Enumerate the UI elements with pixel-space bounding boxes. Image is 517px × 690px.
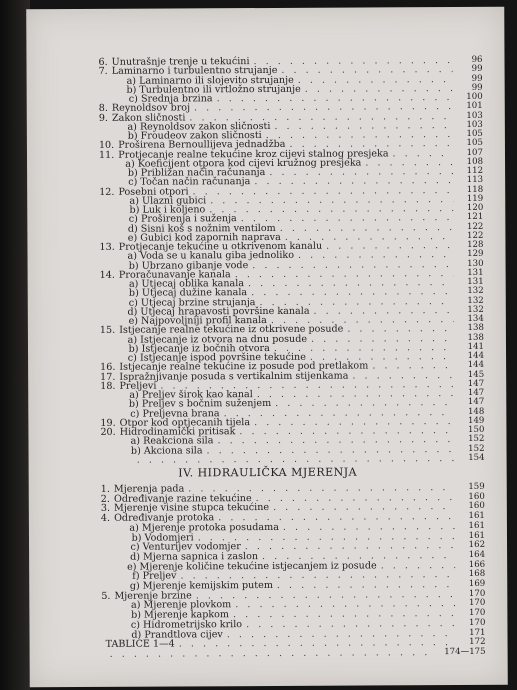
toc-entry-page: 166	[468, 559, 486, 570]
toc-entry-title: e) Najpovoljniji profil kanala	[128, 315, 267, 327]
toc-entry-title: c) Proširenja i suženja	[128, 213, 237, 225]
toc-entry-title: b) Vodomjeri	[131, 531, 194, 544]
toc-leader-dots	[110, 647, 434, 660]
toc-entry-page: 132	[467, 304, 484, 315]
section-title: IV. HIDRAULIČKA MJERENJA	[178, 465, 358, 480]
toc-entry-title: a) Mjerenje protoka posudama	[129, 521, 279, 534]
toc-entry-title: Proširena Bernoullijeva jednadžba	[118, 139, 286, 152]
toc-entry-page: 170	[468, 598, 486, 609]
toc-entry-title: Mjerenja pada	[113, 483, 185, 495]
toc-entry-page: 164	[468, 549, 486, 560]
toc-entry-page: 130	[467, 258, 484, 269]
toc-entry-title: Posebni otpori	[118, 185, 189, 198]
toc-entry-title: a) Voda se u kanalu giba jednoliko	[127, 250, 295, 262]
toc-entry-number: 16.	[100, 362, 116, 374]
toc-entry-title: Preljevi	[119, 380, 157, 392]
toc-entry-page: 112	[466, 165, 484, 176]
toc-entry-number: 12.	[99, 186, 115, 198]
toc-entry-title: b) Luk i koljeno	[129, 204, 206, 216]
toc-entry-page: 134	[467, 313, 484, 324]
toc-entry-title: a) Ulazni gubici	[129, 195, 207, 207]
toc-entry-title: c) Srednja brzina	[128, 93, 213, 105]
toc-entry-page: 162	[468, 540, 486, 551]
toc-entry-title: c) Utjecaj brzine strujanja	[128, 296, 256, 309]
toc-entry-page: 96	[471, 54, 483, 65]
toc-entry-title: a) Preljev širok kao kanal	[129, 389, 253, 401]
toc-entry-page: 152	[468, 434, 485, 445]
toc-entry-title: d) Utjecaj hrapavosti površine kanala	[127, 305, 310, 318]
toc-entry-title: b) Turbulentno ili vrtložno strujanje	[126, 83, 301, 96]
toc-entry-page: 120	[466, 202, 484, 213]
toc-entry-page: 147	[467, 378, 485, 389]
toc-entry-page: 144	[467, 350, 485, 361]
toc-entry-title: a) Mjerenje plovkom	[130, 599, 232, 612]
toc-entry-page: 161	[468, 520, 485, 531]
toc-entry-title: b) Približan način računanja	[127, 167, 266, 179]
toc-entry-page: 141	[467, 341, 485, 352]
toc-entry-title: Otpor kod optjecanih tijela	[119, 416, 251, 429]
toc-entry-page: 168	[468, 569, 486, 580]
toc-entry-number	[101, 455, 109, 466]
toc-entry-page: 160	[468, 501, 485, 512]
toc-entry-title	[113, 454, 133, 465]
toc-leader-dots	[137, 453, 455, 466]
toc-entry-number: 4.	[100, 512, 111, 524]
toc-entry-page: 145	[467, 369, 485, 380]
toc-entry-title: Hidrodinamički pritisak	[119, 426, 236, 438]
toc-entry-number: 13.	[99, 241, 115, 253]
toc-entry-title: a) Utjecaj oblika kanala	[128, 278, 245, 290]
toc-entry-title: Određivanje razine tekućine	[113, 492, 252, 505]
toc-entry-number: 14.	[99, 269, 115, 281]
toc-entry-number: 20.	[100, 426, 116, 438]
toc-entry-page: 138	[467, 332, 484, 343]
toc-entry-page: 132	[467, 295, 484, 306]
toc-entry-page: 170	[468, 607, 486, 619]
toc-entry-page: 144	[467, 360, 485, 371]
toc-entry-title: c) Venturijev vodomjer	[130, 541, 241, 553]
toc-entry-title: c) Istjecanje ispod površine tekućine	[127, 351, 306, 364]
toc-entry-number: 2.	[100, 493, 110, 505]
toc-entry-title: Laminarno i turbulentno strujanje	[111, 65, 278, 78]
toc-entry-page: 132	[467, 286, 484, 297]
toc-entry-page: 118	[466, 184, 484, 195]
toc-entry-page: 108	[466, 156, 484, 167]
toc-entry-title: a) Reakciona sila	[130, 435, 214, 447]
toc-entry-title: e) Mjerenje količine tekućine istjecanjem iz posude	[127, 560, 377, 573]
toc-entry-number: 3.	[100, 503, 111, 515]
toc-entry-page: 122	[466, 230, 484, 241]
toc-entry-page: 159	[468, 481, 485, 492]
toc-entry	[102, 647, 486, 660]
toc-entry-title: Ispražnjivanje posuda s vertikalnim stijenkama	[119, 370, 349, 383]
toc-entry-page: 101	[466, 101, 483, 112]
toc-entry-page: 103	[466, 110, 483, 121]
book-spine-shadow	[0, 0, 30, 690]
toc-entry-page: 172	[469, 637, 486, 648]
toc-entry-page: 154	[468, 452, 485, 463]
toc-entry-page: 107	[466, 147, 484, 158]
toc-entry-page: 105	[466, 138, 483, 149]
toc-entry-title: Unutrašnje trenje u tekućini	[111, 56, 250, 68]
toc-entry-page: 148	[467, 406, 485, 417]
toc-entry-page: 170	[469, 617, 486, 628]
toc-entry-number: 1.	[100, 483, 110, 495]
toc-entry-page: 171	[469, 627, 486, 638]
toc-entry-page: 161	[468, 510, 485, 522]
toc-entry-page: 113	[466, 175, 484, 186]
toc-entry-page: 149	[467, 415, 485, 426]
toc-entry-number: 15.	[99, 325, 116, 337]
toc-entry-title: Mjerenje visine stupca tekućine	[113, 502, 270, 515]
toc-entry-page: 128	[467, 239, 484, 250]
toc-entry-page: 161	[468, 530, 486, 541]
toc-entry-title: Istjecanje realne tekućine iz otkrivene posude	[119, 323, 344, 337]
toc-entry-title: Zakon sličnosti	[111, 111, 186, 124]
toc-entry-title: a) Koeficijent otpora kod cijevi kružnog presjeka	[125, 157, 362, 170]
toc-entry-page: 147	[467, 387, 485, 398]
toc-entry-title: a) Reynoldsov zakon sličnosti	[127, 120, 271, 133]
toc-entry-page: 152	[468, 443, 485, 454]
toc-entry-title: c) Hidrometrijsko krilo	[130, 618, 243, 631]
toc-entry-page: 147	[467, 397, 485, 408]
toc-entry-title: Mjerenje brzine	[114, 590, 192, 602]
toc-entry-title: b) Mjerenje kapkom	[131, 609, 230, 621]
toc-entry-title: Reynoldsov broj	[111, 102, 191, 115]
toc-entry-title: Protjecanje realne tekućine kroz cijevi stalnog presjeka	[118, 147, 389, 161]
toc-entry-title: Određivanje protoka	[114, 512, 215, 524]
toc-entry-page: 129	[467, 249, 484, 260]
toc-entry-page: 99	[471, 82, 483, 93]
toc-entry-title: g) Mjerenje kemijskim putem	[129, 579, 273, 592]
toc-entry-number: 19.	[100, 417, 116, 429]
toc-entry-title: TABLICE 1—4	[105, 638, 175, 651]
toc-entry-title: d) Prandtlova cijev	[131, 628, 223, 641]
toc-entry-title: Proračunavanje kanala	[118, 268, 231, 281]
toc-entry	[101, 453, 485, 466]
toc-entry-title: Protjecanje tekućine u otkrivenom kanalu	[118, 240, 323, 253]
toc-entry-page: 131	[467, 267, 484, 278]
toc-entry-number: 8.	[98, 103, 108, 115]
toc-entry-number: 11.	[98, 149, 115, 161]
toc-entry-number: 5.	[101, 590, 111, 602]
toc-entry-title: d) Mjerna sapnica i zaslon	[130, 550, 259, 563]
toc-entry-title: b) Istjecanje iz bočnih otvora	[128, 342, 270, 355]
toc-entry-title: b) Preljev s bočnim suženjem	[128, 398, 272, 410]
toc-entry-page: 100	[466, 91, 483, 102]
toc-entry-title: b) Akciona sila	[130, 444, 203, 457]
toc-entry-title: Istjecanje realne tekućine iz posude pod pretlakom	[119, 360, 369, 374]
toc-entry-number: 6.	[98, 56, 108, 68]
toc-entry-page: 150	[468, 424, 485, 435]
toc-entry-page: 169	[468, 578, 486, 589]
toc-entry-title: c) Preljevna brana	[130, 407, 220, 420]
toc-entry-number: 18.	[100, 380, 116, 392]
toc-entry-title: b) Ubrzano gibanje vode	[128, 259, 249, 272]
table-of-contents	[26, 7, 508, 687]
toc-entry-title: f) Preljev	[132, 570, 177, 583]
toc-entry-title: d) Sisni koš s nožnim ventilom	[127, 222, 276, 235]
toc-entry-title: c) Točan način računanja	[128, 176, 251, 188]
toc-entry-page: 138	[467, 323, 484, 334]
toc-entry-title: a) Laminarno ili slojevito strujanje	[126, 74, 294, 87]
toc-entry-title: e) Gubici kod zapornih naprava	[127, 231, 281, 244]
toc-entry-number: 10.	[98, 140, 115, 152]
toc-entry-page: 131	[467, 276, 484, 287]
toc-entry-number: 17.	[100, 371, 116, 383]
toc-entry-page: 174—175	[444, 646, 486, 657]
toc-entry-page: 99	[471, 64, 483, 75]
toc-entry-page: 119	[466, 193, 484, 204]
book-page	[26, 7, 508, 687]
toc-entry-title: b) Utjecaj dužine kanala	[128, 287, 248, 299]
toc-entry-number: 7.	[98, 66, 108, 78]
toc-entry-page: 170	[468, 588, 486, 599]
toc-entry-page: 99	[471, 73, 483, 84]
toc-entry-page: 103	[466, 119, 483, 130]
toc-entry-page: 121	[466, 212, 484, 223]
toc-entry-number: 9.	[98, 112, 108, 124]
toc-entry-page: 160	[468, 491, 485, 502]
toc-entry-page: 122	[466, 221, 484, 232]
toc-entry-title: b) Froudeov zakon sličnosti	[127, 130, 262, 142]
toc-entry-page: 105	[466, 128, 483, 139]
toc-entry-title: a) Istjecanje iz otvora na dnu posude	[127, 333, 308, 346]
